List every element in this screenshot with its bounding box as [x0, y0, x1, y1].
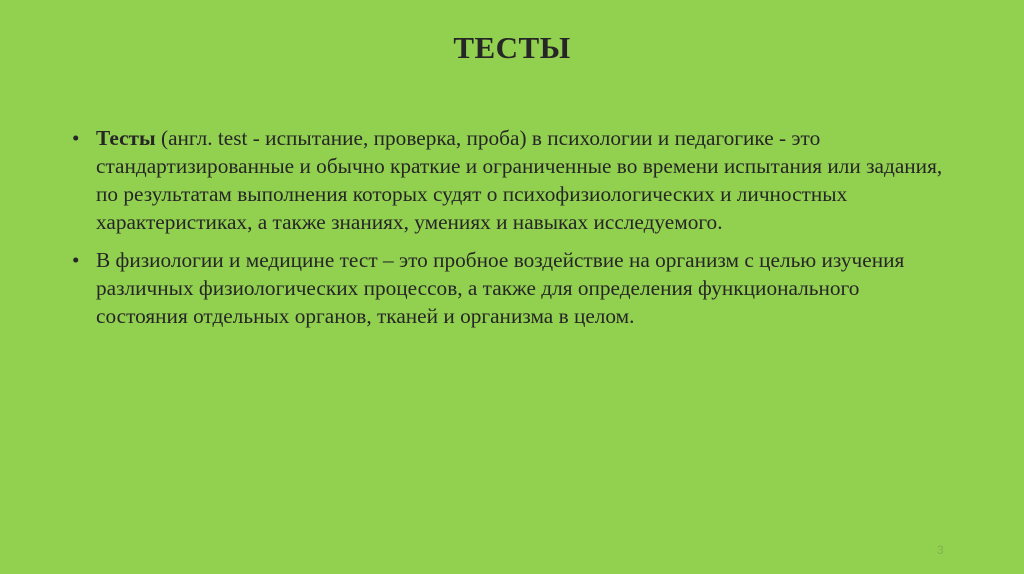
bullet-icon: • [72, 126, 80, 150]
bullet-term: Тесты [96, 126, 156, 150]
slide-title: ТЕСТЫ [453, 30, 571, 65]
bullet-item [72, 124, 952, 236]
bullet-icon: • [72, 248, 80, 272]
bullet-item [72, 246, 952, 330]
page-number: 3 [937, 543, 944, 557]
slide-content [72, 124, 952, 340]
bullet-text: В физиологии и медицине тест – это пробное воздействие на организм с целью изучения различных физиологических процессов, а также для определения функционального состояния отдельных органов, тканей и организма в целом. [96, 248, 905, 328]
bullet-text: (англ. test - испытание, проверка, проба) в психологии и педагогике - это стандартизированные и обычно краткие и ограниченные во времени испытания или задания, по результатам выполнения которых судят о психофизиологических и личностных характеристиках, а также знаниях, умениях и навыках исследуемого. [96, 126, 943, 234]
